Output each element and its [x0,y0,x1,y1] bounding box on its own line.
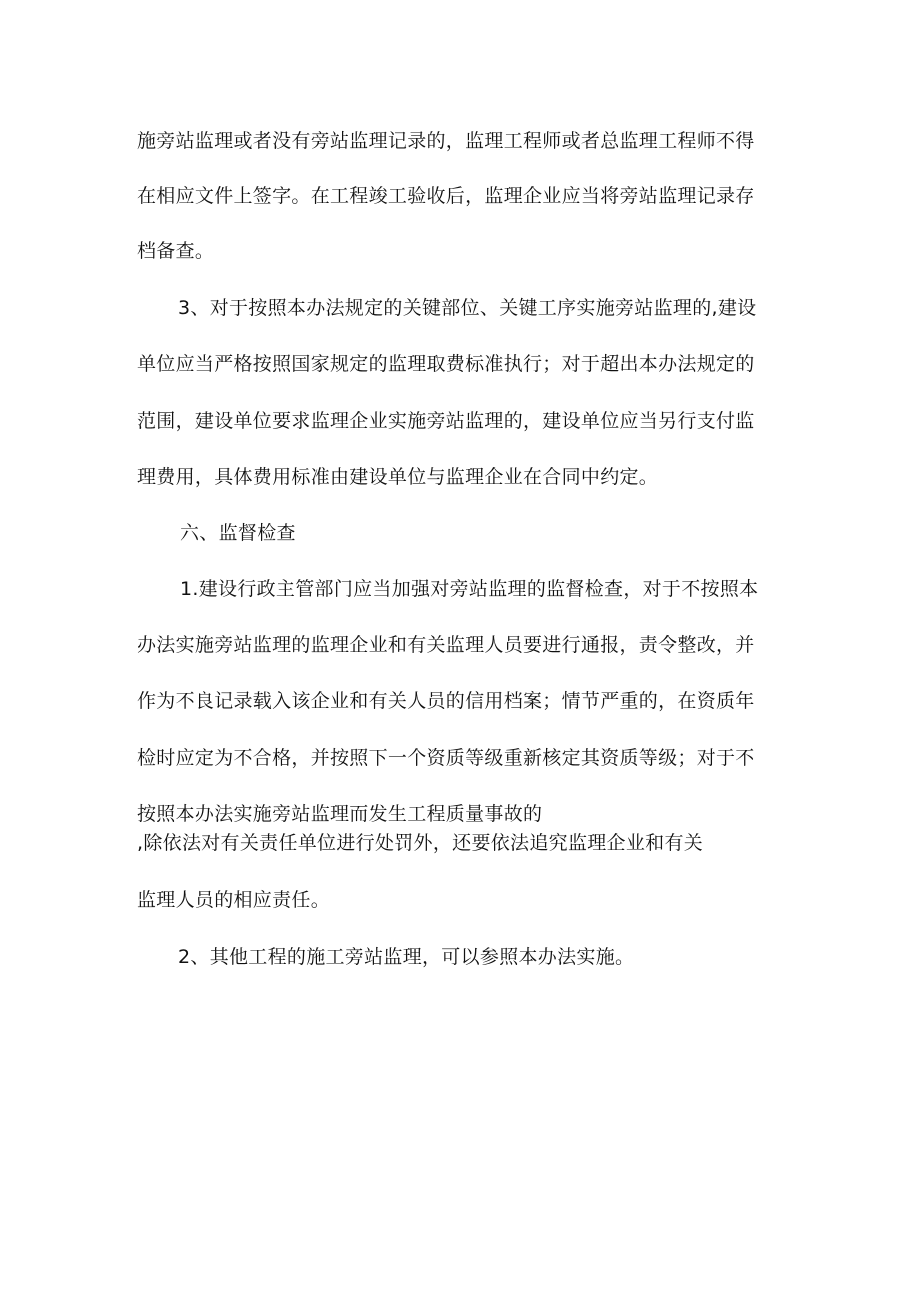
text-line: 在相应文件上签字。在工程竣工验收后，监理企业应当将旁站监理记录存 [137,185,755,207]
text-line: 按照本办法实施旁站监理而发生工程质量事故的 [137,803,543,825]
text-line: 1.建设行政主管部门应当加强对旁站监理的监督检查，对于不按照本 [180,578,759,600]
text-line: 理费用，具体费用标准由建设单位与监理企业在合同中约定。 [137,466,659,488]
text-line: 监理人员的相应责任。 [137,889,331,911]
text-line: 检时应定为不合格，并按照下一个资质等级重新核定其资质等级；对于不 [137,747,755,769]
text-line: 单位应当严格按照国家规定的监理取费标准执行；对于超出本办法规定的 [137,353,755,375]
text-line: 作为不良记录载入该企业和有关人员的信用档案；情节严重的，在资质年 [137,690,755,712]
text-line: ,除依法对有关责任单位进行处罚外，还要依法追究监理企业和有关 [137,832,704,854]
text-line: 办法实施旁站监理的监理企业和有关监理人员要进行通报，责令整改，并 [137,634,755,656]
text-line: 范围，建设单位要求监理企业实施旁站监理的，建设单位应当另行支付监 [137,410,755,432]
text-line: 施旁站监理或者没有旁站监理记录的，监理工程师或者总监理工程师不得 [137,130,755,152]
text-line: 档备查。 [137,240,215,262]
text-line: 3、对于按照本办法规定的关键部位、关键工序实施旁站监理的,建设 [178,297,757,319]
section-heading: 六、监督检查 [180,522,296,544]
text-line: 2、其他工程的施工旁站监理，可以参照本办法实施。 [178,946,635,968]
